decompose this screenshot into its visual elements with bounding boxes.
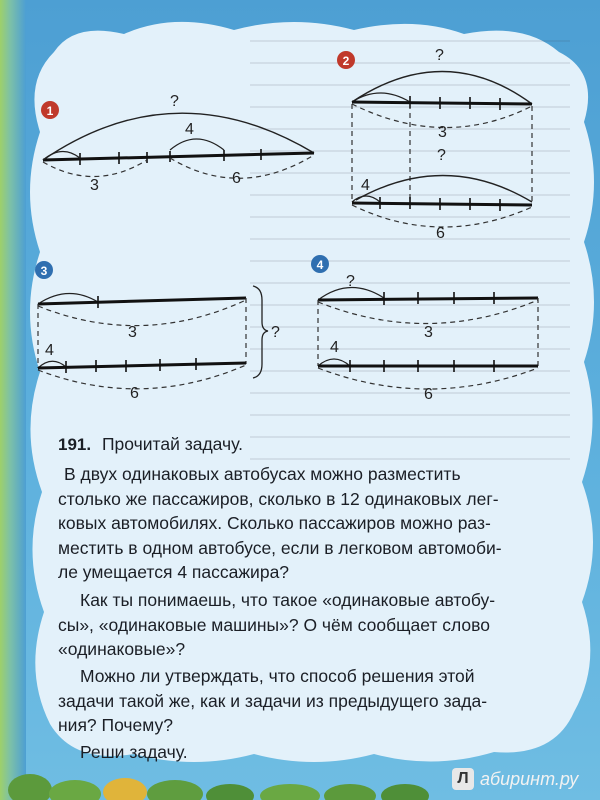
diagram-2-left-label: 4 — [361, 177, 370, 194]
diagram-4-bottom-label: 6 — [424, 386, 433, 403]
paragraph-2-line: сы», «одинаковые машины»? О чём сообщает слово — [58, 614, 490, 635]
diagram-2-mid-question: ? — [437, 147, 446, 164]
diagram-2-small-bottom-arc — [352, 196, 380, 202]
diagram-1-upper-label: 4 — [185, 121, 194, 138]
diagram-1-right-dashed-arc — [170, 155, 314, 178]
paragraph-1-line: ле умещается 4 пассажира? — [58, 562, 290, 582]
diagram-3-bottom-segment — [38, 363, 246, 368]
task-heading — [58, 432, 243, 458]
diagram-4-number: 4 — [316, 258, 324, 272]
task-paragraph-2 — [58, 588, 558, 662]
diagram-1-lower-total-label: 6 — [232, 170, 241, 187]
diagram-2-bottom-segment — [352, 203, 532, 205]
paragraph-1-line: местить в одном автобусе, если в легковом автомоби- — [58, 537, 502, 558]
diagram-1-number: 1 — [46, 104, 54, 118]
task-final-instruction: Реши задачу. — [80, 742, 188, 762]
diagram-2-middle-label: 3 — [438, 124, 447, 141]
task-paragraph-1 — [58, 462, 558, 585]
diagram-1-segment — [43, 153, 314, 160]
diagram-3-number: 3 — [40, 264, 48, 278]
diagram-2-top-segment — [352, 102, 532, 104]
diagram-1-upper-arc — [170, 139, 224, 150]
diagram-3-top-segment — [38, 298, 246, 304]
task-paragraph-3 — [58, 664, 558, 738]
diagram-2-bottom-dashed-arc — [352, 205, 532, 227]
diagram-4-left-label: 4 — [330, 339, 339, 356]
task-number: 191. — [58, 435, 92, 454]
diagram-4-middle-dashed-arc — [318, 300, 538, 324]
diagram-3-left-label: 4 — [45, 342, 54, 359]
diagram-4-top-question: ? — [346, 273, 355, 290]
diagram-2-bottom-label: 6 — [436, 225, 445, 242]
watermark-text: абиринт.ру — [480, 768, 579, 789]
diagram-4 — [311, 255, 538, 403]
diagram-2-top-question: ? — [435, 47, 444, 64]
diagram-4-top-segment — [318, 298, 538, 300]
diagram-1-lower-dashed-arc — [43, 160, 147, 177]
paragraph-2-line: «одинаковые»? — [58, 639, 186, 659]
paragraph-1-line: В двух одинаковых автобусах можно разместить — [64, 464, 461, 484]
paragraph-3-line: Можно ли утверждать, что способ решения этой — [80, 666, 475, 686]
diagram-3-brace — [253, 286, 268, 378]
paragraph-2-line: Как ты понимаешь, что такое «одинаковые автобу- — [80, 590, 496, 610]
diagram-3-brace-question: ? — [271, 324, 280, 341]
paragraph-1-line: ковых автомобилях. Сколько пассажиров можно раз- — [58, 513, 491, 533]
diagram-2-top-arc — [352, 71, 532, 104]
diagram-1-lower-label: 3 — [90, 177, 99, 194]
watermark-logo — [452, 766, 592, 792]
diagram-2 — [337, 47, 532, 242]
diagram-3 — [35, 261, 280, 402]
paragraph-1-line: столько же пассажиров, сколько в 12 одинаковых лег- — [58, 488, 499, 509]
paragraph-3-line: задачи такой же, как и задачи из предыдущего зада- — [58, 690, 488, 711]
paragraph-3-line: ния? Почему? — [58, 715, 173, 735]
diagram-1-total-label: ? — [170, 93, 179, 110]
diagram-2-number: 2 — [342, 54, 350, 68]
diagram-1 — [41, 93, 314, 194]
diagram-4-middle-label: 3 — [424, 324, 433, 341]
diagram-3-middle-label: 3 — [128, 324, 137, 341]
labirint-logo-icon: Л — [452, 768, 474, 790]
diagram-2-mid-arc — [356, 175, 532, 202]
diagram-3-bottom-label: 6 — [130, 385, 139, 402]
task-title: Прочитай задачу. — [101, 434, 244, 454]
